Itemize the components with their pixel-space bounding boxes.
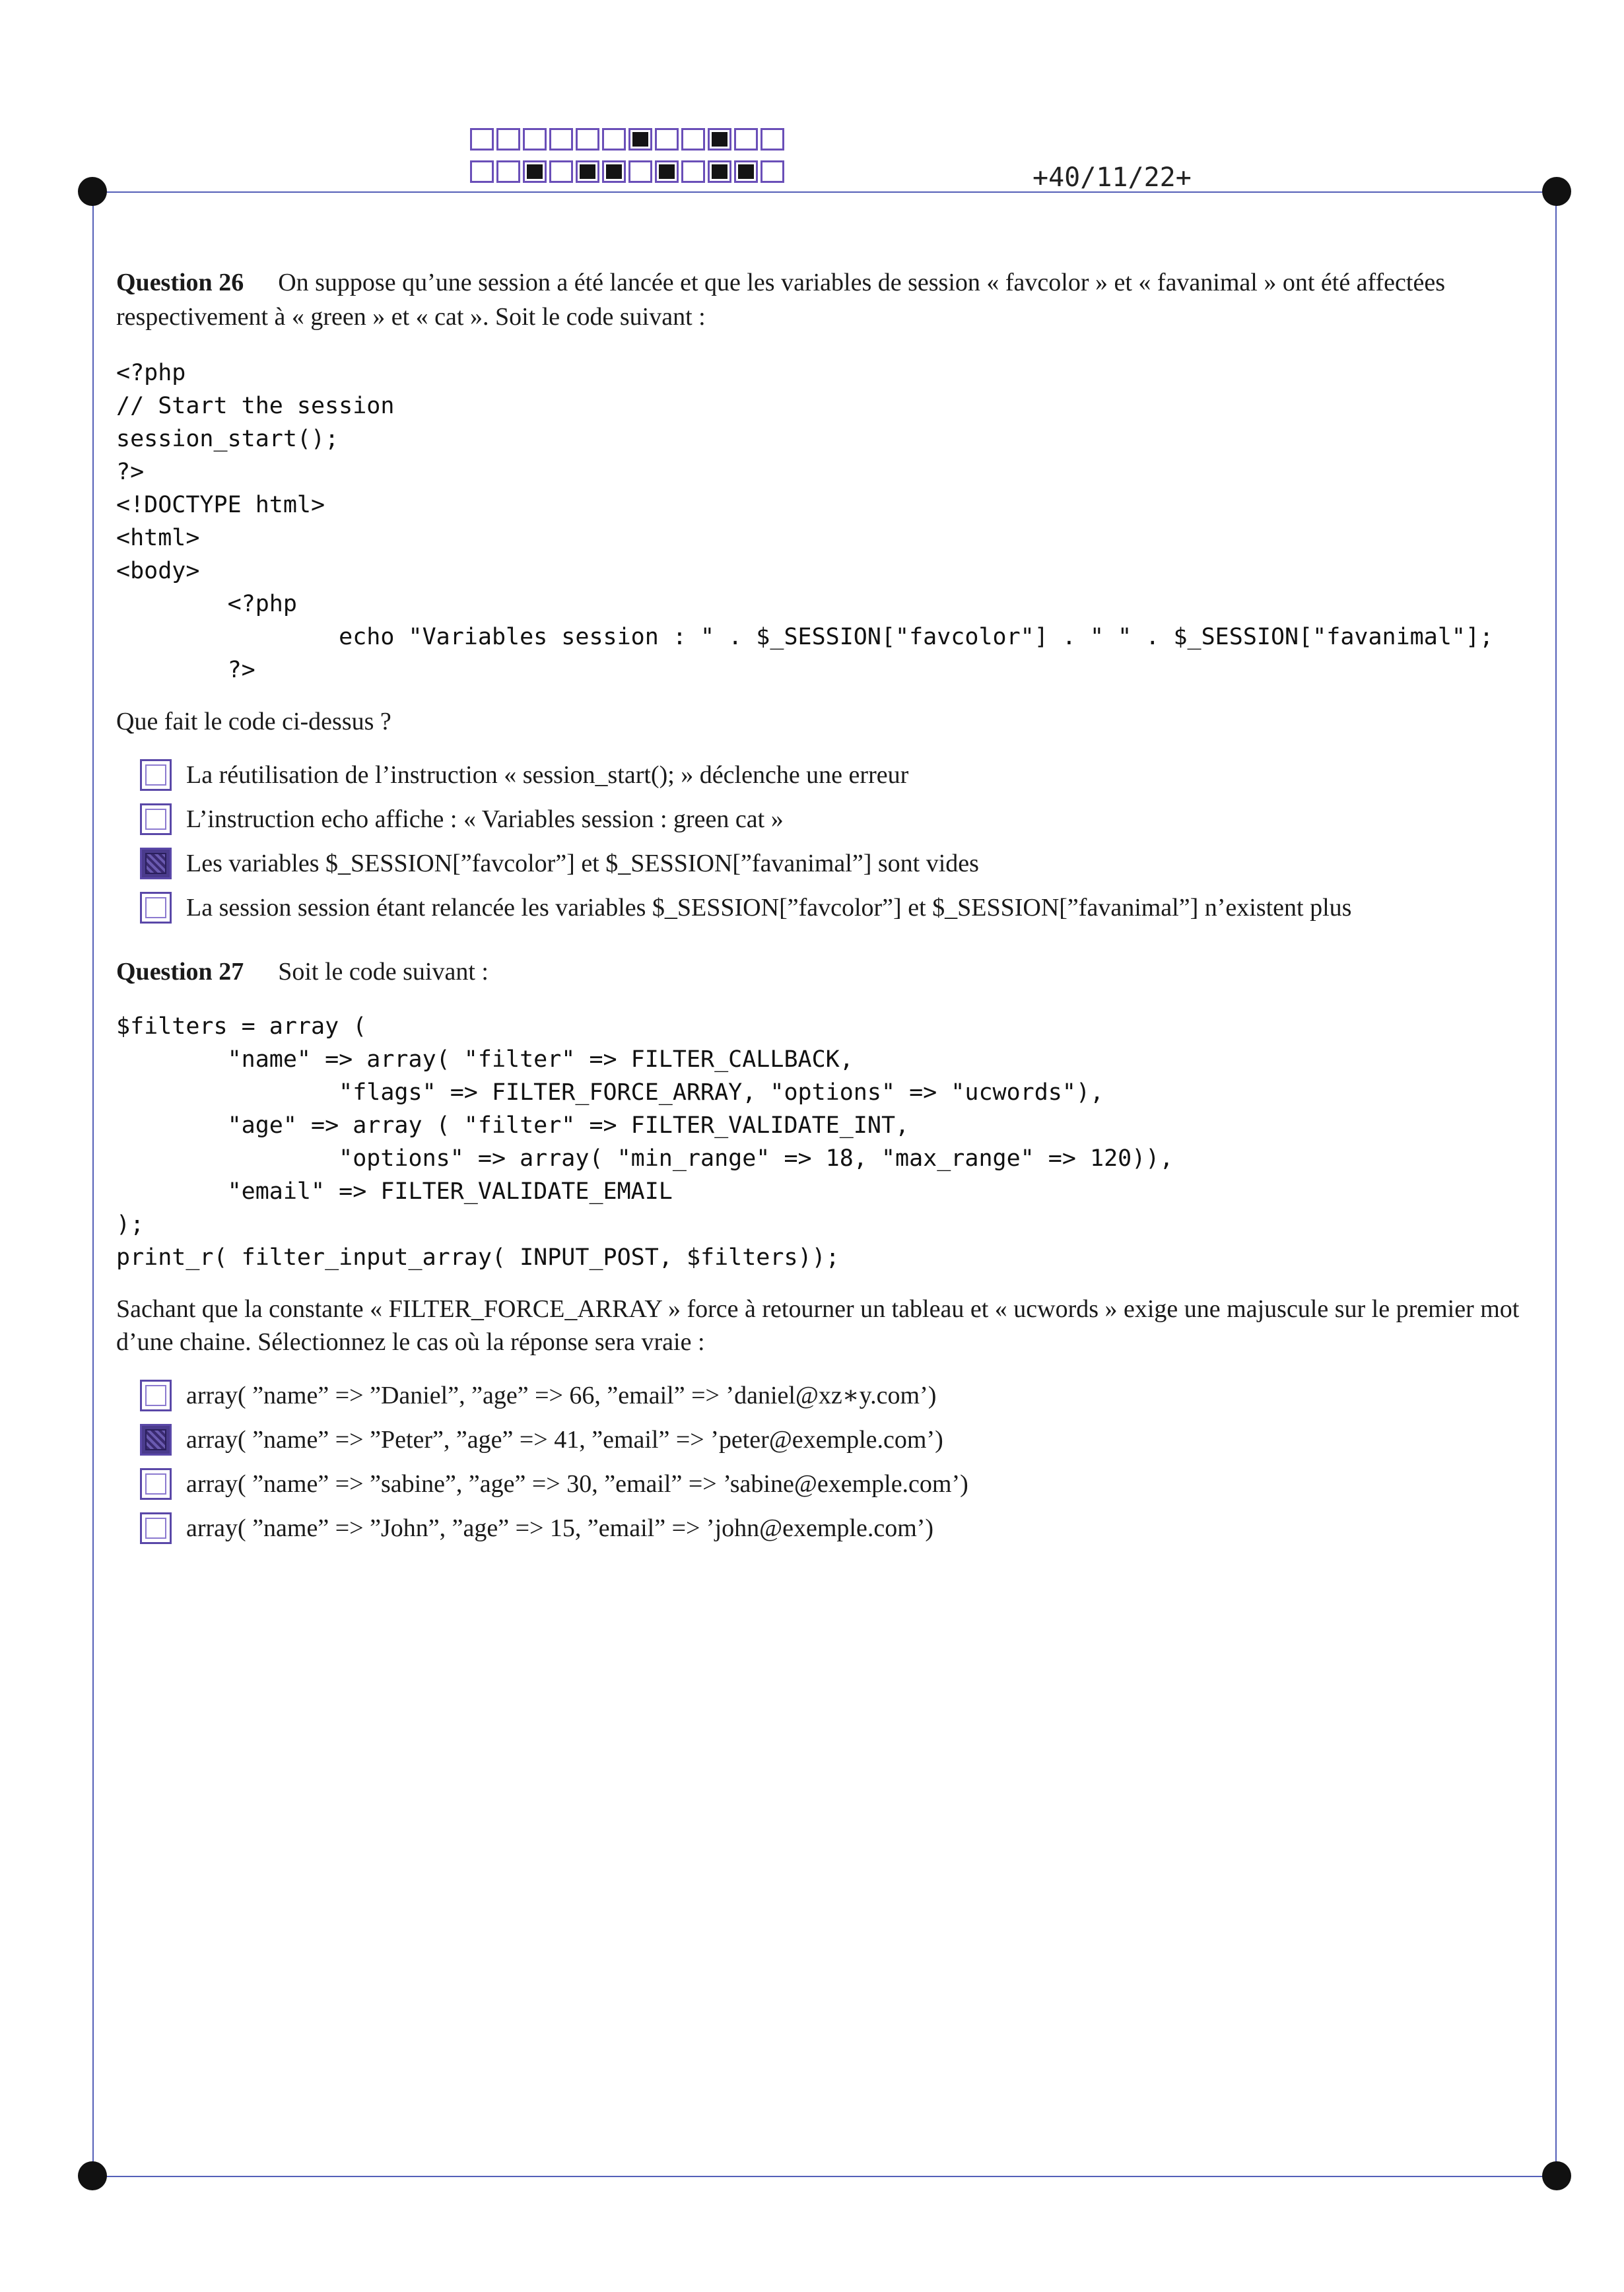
barcode-cell <box>602 160 626 183</box>
question-27-heading <box>116 955 1536 989</box>
barcode-cell <box>761 160 784 183</box>
answer-option[interactable] <box>140 1462 968 1506</box>
checkbox[interactable] <box>140 759 172 791</box>
question-27-code: $filters = array ( "name" => array( "filter" => FILTER_CALLBACK, "flags" => FILTER_FORCE_ARRAY, "options" => "ucwords"), "age" => array ( "filter" => FILTER_VALIDATE_INT, "options" => array( "min_range" => 18, "max_range" => 120)), "email" => FILTER_VALIDATE_EMAIL ); print_r( filter_input_array( INPUT_POST, $filters)); <box>116 1013 1174 1271</box>
barcode-cell <box>628 128 652 151</box>
answer-text: La session session étant relancée les variables $_SESSION[”favcolor”] et $_SESSION[”favanimal”] n’existent plus <box>186 893 1352 922</box>
question-27-statement: Soit le code suivant : <box>278 958 489 986</box>
question-26-statement: On suppose qu’une session a été lancée et que les variables de session « favcolor » et « favanimal » ont été affectées respectivement à « green » et « cat ». Soit le code suivant : <box>116 269 1445 331</box>
barcode-row-2 <box>470 160 787 183</box>
question-27-answers <box>140 1373 968 1550</box>
checkbox[interactable] <box>140 1468 172 1500</box>
question-26-number: Question 26 <box>116 269 244 296</box>
barcode-cell <box>496 160 520 183</box>
checkbox[interactable] <box>140 803 172 835</box>
barcode-cell <box>523 160 547 183</box>
barcode-cell <box>734 128 758 151</box>
answer-option[interactable] <box>140 841 1351 885</box>
barcode-cell <box>549 160 573 183</box>
corner-marker-bottom-right <box>1542 2161 1571 2190</box>
answer-text: array( ”name” => ”John”, ”age” => 15, ”email” => ’john@exemple.com’) <box>186 1514 934 1542</box>
answer-option[interactable] <box>140 1373 968 1417</box>
answer-option[interactable] <box>140 1417 968 1462</box>
barcode-cell <box>523 128 547 151</box>
barcode-cell <box>576 128 599 151</box>
barcode-cell <box>681 128 705 151</box>
question-26-heading <box>116 265 1536 334</box>
frame-top-line <box>92 191 1557 193</box>
barcode-cell <box>655 160 679 183</box>
checkbox[interactable] <box>140 1380 172 1411</box>
barcode-cell <box>708 160 731 183</box>
barcode-row-1 <box>470 128 787 151</box>
exam-id: +40/11/22+ <box>1032 162 1192 193</box>
question-26-prompt: Que fait le code ci-dessus ? <box>116 708 391 735</box>
barcode-cell <box>470 160 494 183</box>
corner-marker-top-left <box>78 177 107 206</box>
barcode-cell <box>655 128 679 151</box>
barcode-cell <box>470 128 494 151</box>
answer-text: array( ”name” => ”Daniel”, ”age” => 66, ”email” => ’daniel@xz∗y.com’) <box>186 1381 937 1409</box>
answer-text: La réutilisation de l’instruction « session_start(); » déclenche une erreur <box>186 760 909 789</box>
question-26-code: <?php // Start the session session_start(); ?> <!DOCTYPE html> <html> <body> <?php echo "Variables session : " . $_SESSION["favcolor"] . " " . $_SESSION["favanimal"]; ?> <box>116 360 1494 683</box>
corner-marker-bottom-left <box>78 2161 107 2190</box>
barcode-cell <box>708 128 731 151</box>
answer-text: Les variables $_SESSION[”favcolor”] et $_SESSION[”favanimal”] sont vides <box>186 849 979 877</box>
barcode-cell <box>602 128 626 151</box>
barcode-cell <box>549 128 573 151</box>
answer-option[interactable] <box>140 885 1351 929</box>
checkbox[interactable] <box>140 848 172 879</box>
barcode-cell <box>681 160 705 183</box>
question-27-prompt: Sachant que la constante « FILTER_FORCE_ARRAY » force à retourner un tableau et « ucwords » exige une majuscule sur le premier mot d’une chaine. Sélectionnez le cas où la réponse sera vraie : <box>116 1295 1520 1356</box>
answer-option[interactable] <box>140 753 1351 797</box>
checkbox[interactable] <box>140 1424 172 1456</box>
answer-text: L’instruction echo affiche : « Variables session : green cat » <box>186 805 784 833</box>
barcode-cell <box>496 128 520 151</box>
frame-right-line <box>1555 191 1557 2177</box>
question-27-number: Question 27 <box>116 958 244 986</box>
checkbox[interactable] <box>140 892 172 924</box>
barcode-cell <box>734 160 758 183</box>
answer-option[interactable] <box>140 1506 968 1550</box>
corner-marker-top-right <box>1542 177 1571 206</box>
barcode-cell <box>761 128 784 151</box>
barcode-cell <box>628 160 652 183</box>
frame-bottom-line <box>92 2176 1557 2177</box>
answer-option[interactable] <box>140 797 1351 841</box>
answer-text: array( ”name” => ”Peter”, ”age” => 41, ”email” => ’peter@exemple.com’) <box>186 1425 943 1454</box>
answer-text: array( ”name” => ”sabine”, ”age” => 30, ”email” => ’sabine@exemple.com’) <box>186 1469 968 1498</box>
barcode-cell <box>576 160 599 183</box>
question-26-answers <box>140 753 1351 929</box>
checkbox[interactable] <box>140 1512 172 1544</box>
frame-left-line <box>92 191 94 2177</box>
